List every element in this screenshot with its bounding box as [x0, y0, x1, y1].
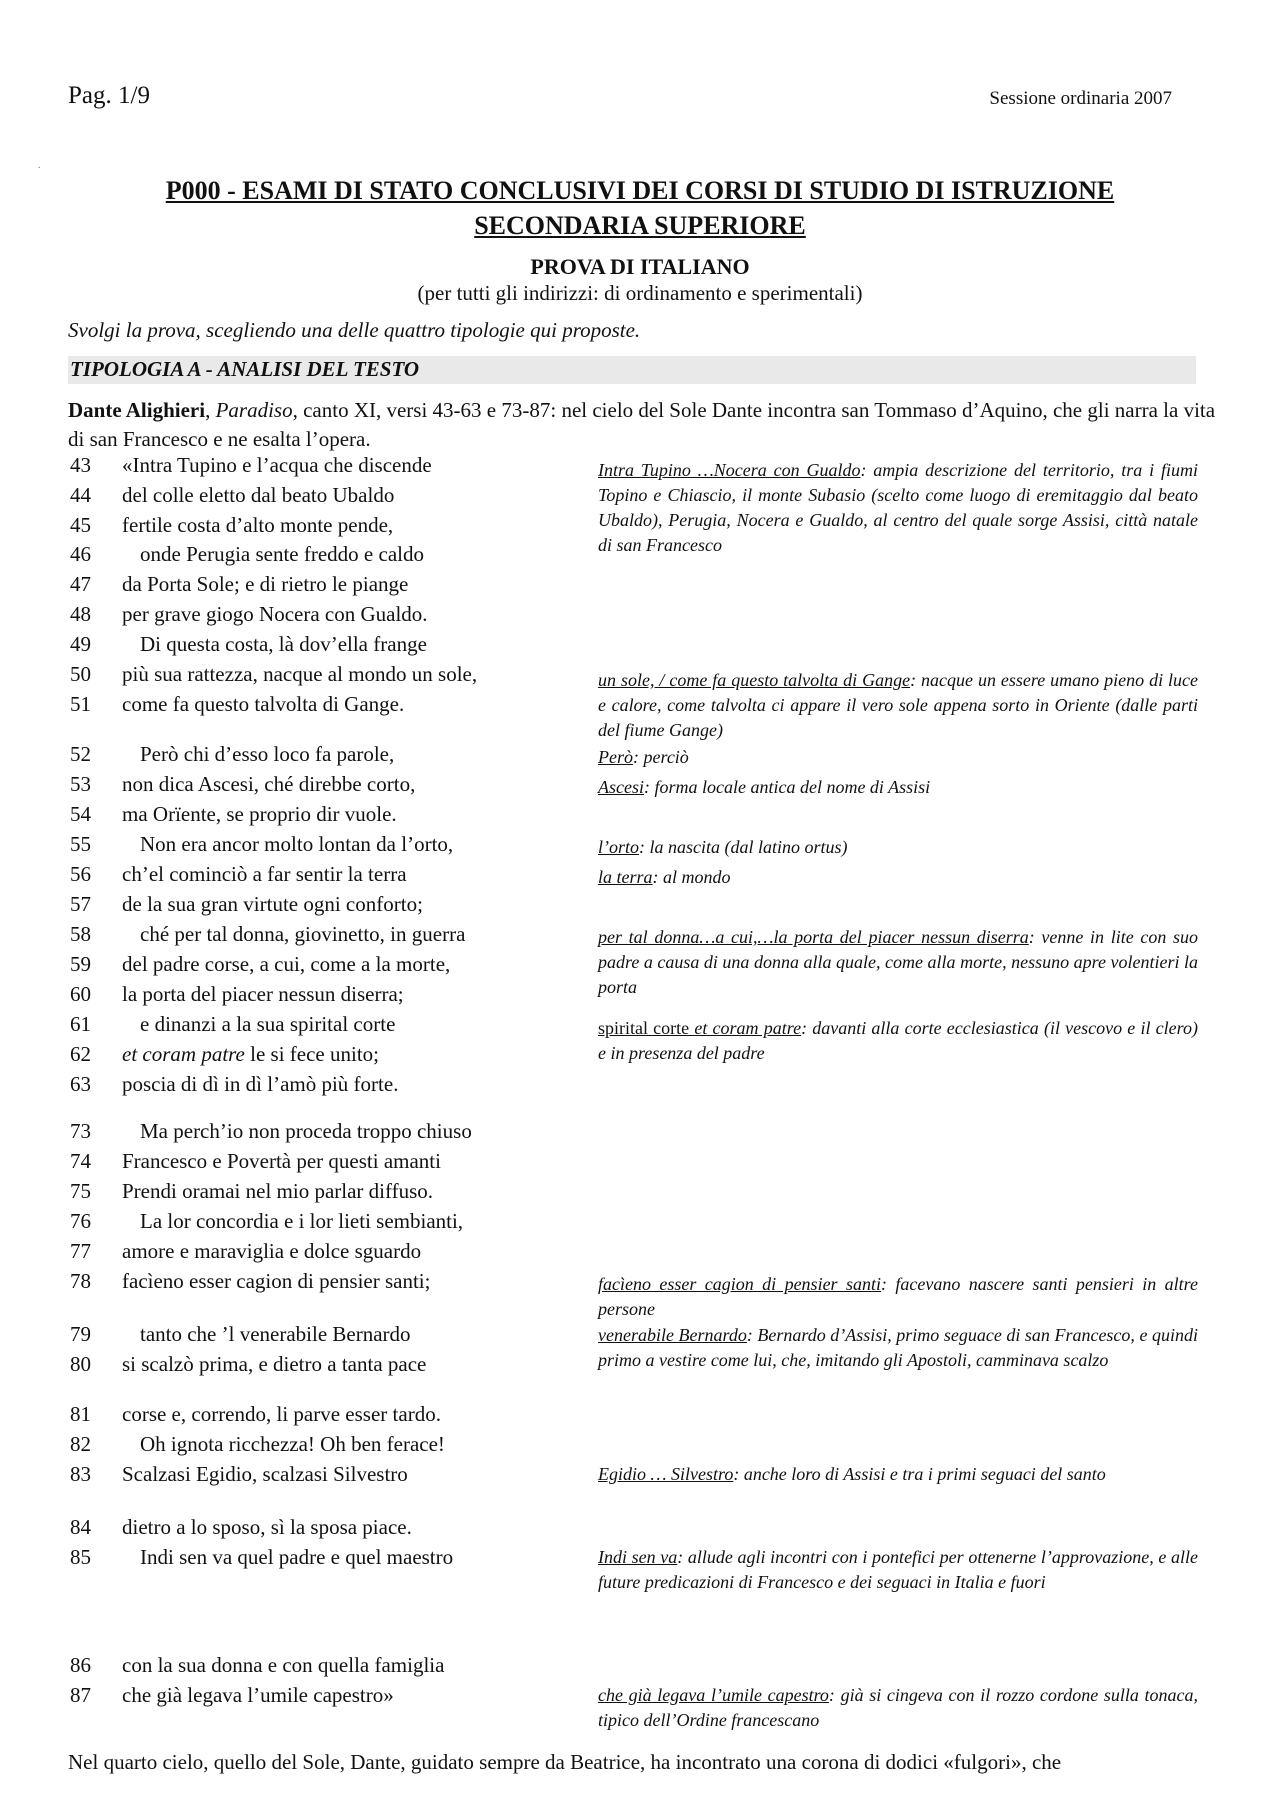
note	[598, 775, 1198, 800]
exam-title-line-2: SECONDARIA SUPERIORE	[474, 211, 806, 240]
verse-number: 62	[70, 1042, 91, 1066]
verse-text	[122, 1042, 379, 1066]
note	[598, 1016, 1198, 1066]
page-number: Pag. 1/9	[68, 82, 150, 109]
verse-line	[70, 892, 423, 917]
note-term: un sole, / come fa questo talvolta di Gange	[598, 670, 911, 690]
verse-number: 53	[70, 772, 91, 796]
verse-line	[70, 453, 432, 478]
note	[598, 865, 1198, 890]
verse-text: non dica Ascesi, ché direbbe corto,	[122, 772, 416, 796]
verse-line	[70, 692, 404, 717]
note	[598, 925, 1198, 1000]
note-term: Ascesi	[598, 777, 644, 797]
note-text: : forma locale antica del nome di Assisi	[643, 777, 931, 797]
verse-text: e dinanzi a la sua spirital corte	[140, 1012, 396, 1036]
verse-line	[70, 1072, 398, 1097]
verse-text: per grave giogo Nocera con Gualdo.	[122, 602, 428, 626]
verse-text: Ma perch’io non proceda troppo chiuso	[140, 1119, 472, 1143]
verse-text: la porta del piacer nessun diserra;	[122, 982, 404, 1006]
verse-number: 55	[70, 832, 91, 856]
verse-number: 87	[70, 1683, 91, 1707]
verse-number: 81	[70, 1402, 91, 1426]
note	[598, 1272, 1198, 1322]
verse-line	[70, 1322, 411, 1347]
verse-line	[70, 982, 404, 1007]
verse-number: 79	[70, 1322, 91, 1346]
verse-line	[70, 772, 415, 797]
stray-mark: .	[38, 160, 41, 171]
note-term: l’orto	[598, 837, 640, 857]
verse-text: Francesco e Povertà per questi amanti	[122, 1149, 441, 1173]
note	[598, 458, 1198, 558]
verse-text: onde Perugia sente freddo e caldo	[140, 542, 424, 566]
verse-line	[70, 1515, 412, 1540]
instruction-text: Svolgi la prova, scegliendo una delle quattro tipologie qui proposte.	[68, 318, 641, 342]
note-text: : al mondo	[652, 867, 731, 887]
verse-number: 58	[70, 922, 91, 946]
verse-number: 76	[70, 1209, 91, 1233]
verse-line	[70, 1239, 421, 1264]
verse-line	[70, 1683, 394, 1708]
verse-number: 54	[70, 802, 91, 826]
note-term: la terra	[598, 867, 653, 887]
verse-number: 77	[70, 1239, 91, 1263]
verse-text: si scalzò prima, e dietro a tanta pace	[122, 1352, 427, 1376]
verse-line	[70, 602, 428, 627]
verse-line	[70, 1545, 453, 1570]
verse-line	[70, 802, 397, 827]
verse-text: come fa questo talvolta di Gange.	[122, 692, 405, 716]
verse-line	[70, 862, 407, 887]
note-term: Però	[598, 747, 633, 767]
note-term: facìeno esser cagion di pensier santi	[598, 1274, 881, 1294]
verse-line	[70, 542, 424, 567]
verse-line	[70, 742, 394, 767]
verse-text: La lor concordia e i lor lieti sembianti,	[140, 1209, 464, 1233]
note-text: : nacque un essere umano pieno di luce e calore, come talvolta ci appare il vero sole appena sorto in Oriente (dalle parti del fiume Gange)	[598, 670, 1198, 740]
verse-text: con la sua donna e con quella famiglia	[122, 1653, 445, 1677]
note-text: : Bernardo d’Assisi, primo seguace di san Francesco, e quindi primo a vestire come lui, che, imitando gli Apostoli, camminava scalzo	[598, 1325, 1198, 1370]
verse-number: 83	[70, 1462, 91, 1486]
verse-line	[70, 1402, 441, 1427]
verse-text: facìeno esser cagion di pensier santi;	[122, 1269, 431, 1293]
verse-text: più sua rattezza, nacque al mondo un sole,	[122, 662, 478, 686]
verse-line	[70, 832, 453, 857]
note	[598, 745, 1198, 770]
note-term: spirital corte	[598, 1018, 695, 1038]
verse-number: 56	[70, 862, 91, 886]
verse-text: Prendi oramai nel mio parlar diffuso.	[122, 1179, 434, 1203]
note-term: per tal donna…a cui,…la porta del piacer nessun diserra	[598, 927, 1029, 947]
verse-text: amore e maraviglia e dolce sguardo	[122, 1239, 422, 1263]
intro-sep: ,	[205, 398, 216, 422]
verse-line	[70, 1012, 395, 1037]
note	[598, 668, 1198, 743]
note	[598, 835, 1198, 860]
verse-number: 60	[70, 982, 91, 1006]
note	[598, 1545, 1198, 1595]
intro-work: Paradiso	[215, 398, 293, 422]
verse-text: corse e, correndo, li parve esser tardo.	[122, 1402, 441, 1426]
verse-line	[70, 922, 465, 947]
note-text: : la nascita (dal latino ortus)	[639, 837, 848, 857]
verse-latin: et coram patre	[122, 1042, 245, 1066]
verse-line	[70, 662, 477, 687]
verse-number: 75	[70, 1179, 91, 1203]
note-term: Indi sen va	[598, 1547, 678, 1567]
note	[598, 1462, 1198, 1487]
verse-number: 49	[70, 632, 91, 656]
verse-number: 78	[70, 1269, 91, 1293]
verse-text: ma Orïente, se proprio dir vuole.	[122, 802, 397, 826]
verse-line	[70, 1209, 463, 1234]
verse-text: Di questa costa, là dov’ella frange	[140, 632, 427, 656]
subject-subtitle: (per tutti gli indirizzi: di ordinamento e sperimentali)	[417, 281, 863, 305]
verse-rest: le si fece unito;	[244, 1042, 379, 1066]
verse-line	[70, 1269, 430, 1294]
verse-text: de la sua gran virtute ogni conforto;	[122, 892, 423, 916]
verse-number: 61	[70, 1012, 91, 1036]
note-term: Egidio … Silvestro	[598, 1464, 734, 1484]
intro-rest: , canto XI, versi 43-63 e 73-87: nel cielo del Sole Dante incontra san Tommaso d’Aquino, che gli narra la vita di san Francesco e ne esalta l’opera.	[68, 398, 1216, 451]
verse-text: da Porta Sole; e di rietro le piange	[122, 572, 409, 596]
verse-text: che già legava l’umile capestro»	[122, 1683, 394, 1707]
section-heading: TIPOLOGIA A - ANALISI DEL TESTO	[70, 357, 420, 381]
note-text: : perciò	[633, 747, 689, 767]
verse-text: dietro a lo sposo, sì la sposa piace.	[122, 1515, 412, 1539]
verse-number: 74	[70, 1149, 91, 1173]
note-text: : facevano nascere santi pensieri in altre persone	[598, 1274, 1198, 1319]
verse-line	[70, 1179, 433, 1204]
verse-line	[70, 1462, 408, 1487]
verse-number: 80	[70, 1352, 91, 1376]
verse-line	[70, 1042, 379, 1067]
note	[598, 1323, 1198, 1373]
subject-title: PROVA DI ITALIANO	[530, 254, 750, 279]
session-label: Sessione ordinaria 2007	[989, 88, 1172, 109]
verse-line	[70, 513, 393, 538]
verse-line	[70, 632, 427, 657]
verse-number: 57	[70, 892, 91, 916]
verse-number: 73	[70, 1119, 91, 1143]
verse-text: Indi sen va quel padre e quel maestro	[140, 1545, 454, 1569]
verse-line	[70, 952, 450, 977]
note-text: : già si cingeva con il rozzo cordone sulla tonaca, tipico dell’Ordine francescano	[598, 1685, 1199, 1730]
intro-author: Dante Alighieri	[68, 398, 206, 422]
verse-number: 46	[70, 542, 91, 566]
verse-text: del colle eletto dal beato Ubaldo	[122, 483, 395, 507]
verse-text: tanto che ’l venerabile Bernardo	[140, 1322, 411, 1346]
note-text: : venne in lite con suo padre a causa di una donna alla quale, come alla morte, nessuno apre volentieri la porta	[598, 927, 1199, 997]
verse-number: 47	[70, 572, 91, 596]
exam-title-line-1: P000 - ESAMI DI STATO CONCLUSIVI DEI CORSI DI STUDIO DI ISTRUZIONE	[165, 176, 1115, 205]
verse-line	[70, 483, 394, 508]
verse-number: 45	[70, 513, 91, 537]
note-term-latin: et coram patre	[694, 1018, 802, 1038]
note-term: che già legava l’umile capestro	[598, 1685, 829, 1705]
verse-text: del padre corse, a cui, come a la morte,	[122, 952, 451, 976]
verse-number: 43	[70, 453, 91, 477]
verse-number: 82	[70, 1432, 91, 1456]
verse-text: «Intra Tupino e l’acqua che discende	[122, 453, 432, 477]
verse-text: Però chi d’esso loco fa parole,	[140, 742, 395, 766]
verse-text: Scalzasi Egidio, scalzasi Silvestro	[122, 1462, 408, 1486]
verse-number: 44	[70, 483, 91, 507]
verse-number: 63	[70, 1072, 91, 1096]
verse-line	[70, 1119, 472, 1144]
verse-text: Oh ignota ricchezza! Oh ben ferace!	[140, 1432, 445, 1456]
intro-paragraph	[68, 396, 1218, 454]
verse-number: 86	[70, 1653, 91, 1677]
note	[598, 1683, 1198, 1733]
verse-line	[70, 1149, 441, 1174]
verse-number: 52	[70, 742, 91, 766]
note-text: : anche loro di Assisi e tra i primi seguaci del santo	[733, 1464, 1106, 1484]
verse-text: ch’el cominciò a far sentir la terra	[122, 862, 407, 886]
verse-line	[70, 572, 408, 597]
verse-line	[70, 1432, 445, 1457]
verse-text: poscia di dì in dì l’amò più forte.	[122, 1072, 399, 1096]
verse-text: ché per tal donna, giovinetto, in guerra	[140, 922, 466, 946]
note-text: : davanti alla corte ecclesiastica (il vescovo e il clero) e in presenza del padre	[598, 1018, 1198, 1063]
verse-line	[70, 1653, 444, 1678]
verse-number: 50	[70, 662, 91, 686]
closing-paragraph: Nel quarto cielo, quello del Sole, Dante, guidato sempre da Beatrice, ha incontrato una corona di dodici «fulgori», che	[68, 1750, 1062, 1774]
note-text: : allude agli incontri con i pontefici per ottenerne l’approvazione, e alle future predicazioni di Francesco e dei seguaci in Italia e fuori	[598, 1547, 1198, 1592]
verse-text: fertile costa d’alto monte pende,	[122, 513, 394, 537]
verse-number: 59	[70, 952, 91, 976]
verse-line	[70, 1352, 426, 1377]
note-term: venerabile Bernardo	[598, 1325, 747, 1345]
verse-number: 48	[70, 602, 91, 626]
verse-number: 85	[70, 1545, 91, 1569]
verse-number: 51	[70, 692, 91, 716]
verse-number: 84	[70, 1515, 91, 1539]
verse-text: Non era ancor molto lontan da l’orto,	[140, 832, 454, 856]
note-term: Intra Tupino …Nocera con Gualdo	[598, 460, 861, 480]
note-text: : ampia descrizione del territorio, tra i fiumi Topino e Chiascio, il monte Subasio (scelto come luogo di eremitaggio dal beato Ubaldo), Perugia, Nocera e Gualdo, al centro del quale sorge Assisi, città natale di san Francesco	[598, 460, 1198, 555]
